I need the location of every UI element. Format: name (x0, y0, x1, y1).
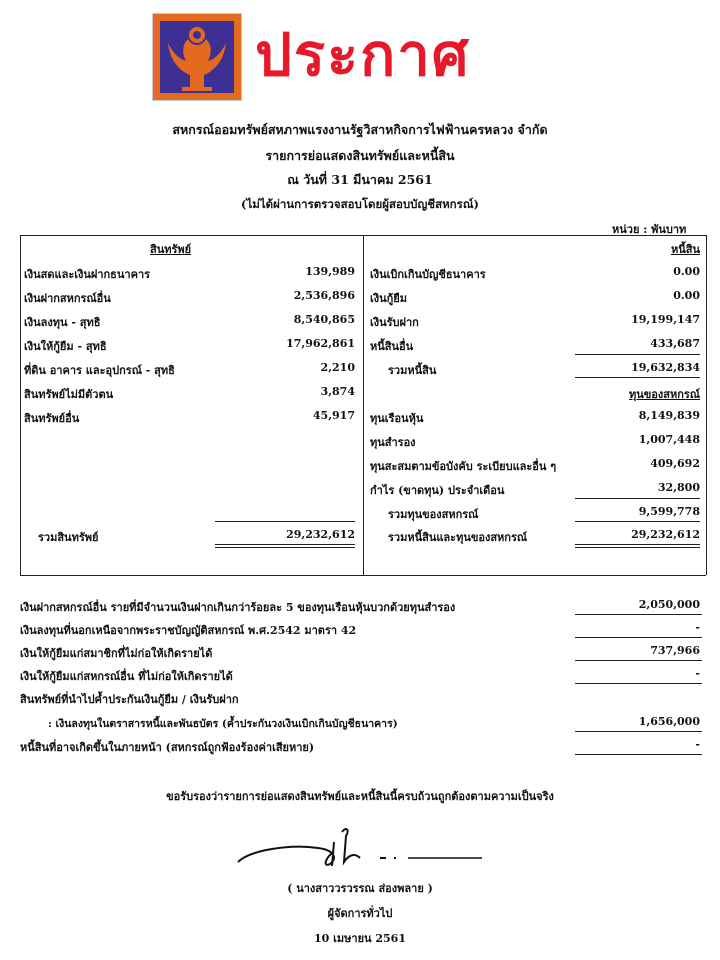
table-bottom-border (20, 575, 706, 576)
assets-double-rule (215, 544, 355, 548)
grand-total-value: 29,232,612 (631, 528, 700, 541)
liability-value: 19,199,147 (631, 313, 700, 326)
equity-label: กำไร (ขาดทุน) ประจำเดือน (370, 484, 505, 497)
note-label: เงินฝากสหกรณ์อื่น รายที่มีจำนวนเงินฝากเกินกว่าร้อยละ 5 ของทุนเรือนหุ้นบวกด้วยทุนสำรอง (20, 601, 456, 614)
note-value: 737,966 (650, 644, 700, 657)
organization-logo (152, 13, 242, 101)
subtotal-rule (575, 377, 700, 378)
note-value: - (695, 667, 700, 680)
note-label: : เงินลงทุนในตราสารหนี้และพันธบัตร (ค้ำประกันวงเงินเบิกเกินบัญชีธนาคาร) (48, 718, 398, 730)
asset-value: 3,874 (320, 385, 355, 398)
asset-value: 2,210 (320, 361, 355, 374)
signature-mark (230, 822, 490, 882)
liability-label: หนี้สินอื่น (370, 340, 414, 353)
asset-value: 139,989 (305, 265, 355, 278)
equity-label: ทุนสะสมตามข้อบังคับ ระเบียบและอื่น ๆ (370, 460, 557, 473)
assets-heading: สินทรัพย์ (150, 243, 192, 256)
asset-label: เงินให้กู้ยืม - สุทธิ (24, 340, 107, 353)
note-rule (575, 614, 702, 615)
assets-total-rule (215, 521, 355, 522)
asset-label: ที่ดิน อาคาร และอุปกรณ์ - สุทธิ (24, 364, 175, 377)
table-right-border (706, 235, 707, 575)
hands-emblem-icon (160, 21, 234, 93)
note-rule (575, 660, 702, 661)
table-left-border (20, 235, 21, 575)
certification-statement: ขอรับรองว่ารายการย่อแสดงสินทรัพย์และหนี้สินนี้ครบถ้วนถูกต้องตามความเป็นจริง (166, 790, 554, 803)
asset-label: สินทรัพย์อื่น (24, 412, 80, 425)
equity-label: ทุนสำรอง (370, 436, 416, 449)
note-label: สินทรัพย์ที่นำไปค้ำประกันเงินกู้ยืม / เงินรับฝาก (20, 693, 239, 706)
note-rule (575, 683, 702, 684)
signature-date: 10 เมษายน 2561 (314, 932, 406, 945)
liability-label: เงินกู้ยืม (370, 292, 408, 305)
note-value: - (695, 621, 700, 634)
total-assets-label: รวมสินทรัพย์ (38, 531, 99, 544)
asset-value: 17,962,861 (286, 337, 355, 350)
total-assets-value: 29,232,612 (286, 528, 355, 541)
liability-label: เงินรับฝาก (370, 316, 419, 329)
asset-label: สินทรัพย์ไม่มีตัวตน (24, 388, 114, 401)
signatory-name: ( นางสาววรวรรณ ส่องพลาย ) (287, 882, 433, 895)
note-label: เงินลงทุนที่นอกเหนือจากพระราชบัญญัติสหกรณ์ พ.ศ.2542 มาตรา 42 (20, 624, 357, 637)
note-label: เงินให้กู้ยืมแก่สหกรณ์อื่น ที่ไม่ก่อให้เกิดรายได้ (20, 670, 233, 683)
audit-note: (ไม่ได้ผ่านการตรวจสอบโดยผู้สอบบัญชีสหกรณ์) (241, 197, 479, 211)
total-liabilities-value: 19,632,834 (631, 361, 700, 374)
organization-name: สหกรณ์ออมทรัพย์สหภาพแรงงานรัฐวิสาหกิจการไฟฟ้านครหลวง จำกัด (172, 122, 548, 137)
total-equity-value: 9,599,778 (638, 505, 700, 518)
grand-total-label: รวมหนี้สินและทุนของสหกรณ์ (388, 531, 528, 544)
note-rule (575, 637, 702, 638)
asset-label: เงินสดและเงินฝากธนาคาร (24, 268, 151, 281)
report-date: ณ วันที่ 31 มีนาคม 2561 (287, 172, 433, 187)
equity-value: 1,007,448 (638, 433, 700, 446)
liability-label: เงินเบิกเกินบัญชีธนาคาร (370, 268, 486, 281)
asset-label: เงินลงทุน - สุทธิ (24, 316, 101, 329)
note-rule (575, 754, 702, 755)
note-value: - (695, 738, 700, 751)
equity-value: 32,800 (657, 481, 700, 494)
total-liabilities-label: รวมหนี้สิน (388, 364, 437, 377)
subtotal-rule (575, 354, 700, 355)
liability-value: 0.00 (673, 265, 700, 278)
table-center-divider (363, 235, 364, 575)
report-title: รายการย่อแสดงสินทรัพย์และหนี้สิน (265, 148, 455, 163)
subtotal-rule (575, 498, 700, 499)
asset-label: เงินฝากสหกรณ์อื่น (24, 292, 111, 305)
note-value: 1,656,000 (638, 715, 700, 728)
liability-value: 0.00 (673, 289, 700, 302)
note-label: หนี้สินที่อาจเกิดขึ้นในภายหน้า (สหกรณ์ถูกฟ้องร้องค่าเสียหาย) (20, 741, 315, 754)
signatory-position: ผู้จัดการทั่วไป (327, 907, 393, 920)
grand-total-double-rule (575, 544, 700, 548)
note-label: เงินให้กู้ยืมแก่สมาชิกที่ไม่ก่อให้เกิดรายได้ (20, 647, 213, 660)
equity-label: ทุนเรือนหุ้น (370, 412, 424, 425)
announcement-title: ประกาศ (255, 21, 471, 89)
note-value: 2,050,000 (638, 598, 700, 611)
asset-value: 8,540,865 (293, 313, 355, 326)
equity-value: 8,149,839 (638, 409, 700, 422)
liability-value: 433,687 (650, 337, 700, 350)
note-rule (575, 731, 702, 732)
equity-value: 409,692 (650, 457, 700, 470)
unit-label: หน่วย : พันบาท (612, 223, 687, 236)
liabilities-heading: หนี้สิน (670, 243, 700, 256)
total-equity-label: รวมทุนของสหกรณ์ (388, 508, 479, 521)
asset-value: 2,536,896 (293, 289, 355, 302)
asset-value: 45,917 (312, 409, 355, 422)
equity-heading: ทุนของสหกรณ์ (628, 388, 700, 401)
subtotal-rule (575, 521, 700, 522)
